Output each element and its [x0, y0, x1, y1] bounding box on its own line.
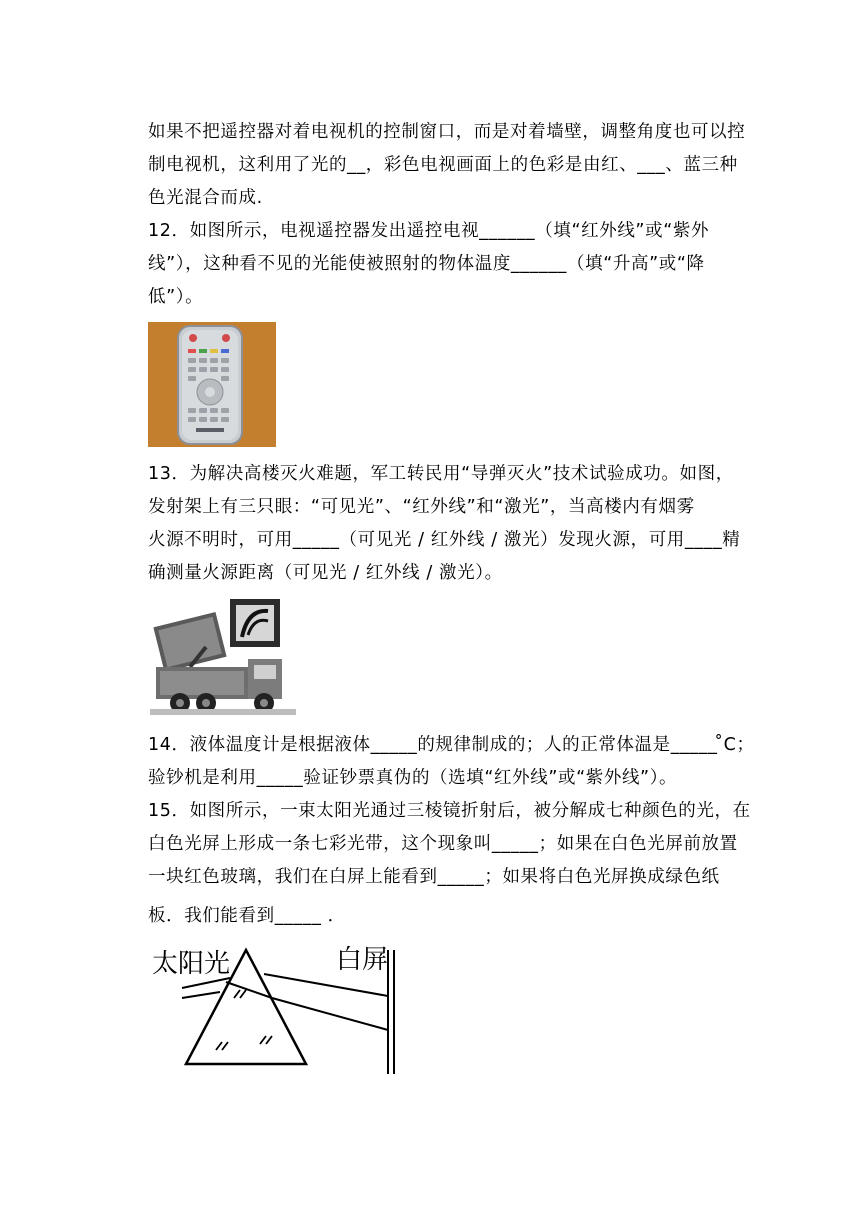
- question-13-line-3: 火源不明时，可用_____（可见光 / 红外线 / 激光）发现火源，可用____精: [148, 530, 741, 550]
- question-13-line-4: 确测量火源距离（可见光 / 红外线 / 激光）。: [148, 563, 503, 583]
- question-12-line-2: 线”），这种看不见的光能使被照射的物体温度______（填“升高”或“降: [148, 254, 705, 274]
- question-15-line-4: 板．我们能看到_____ ．: [148, 906, 346, 926]
- prism-diagram: [148, 942, 408, 1078]
- question-15-line-2: 白色光屏上形成一条七彩光带，这个现象叫_____；如果在白色光屏前放置: [148, 834, 738, 854]
- white-screen-label: 白屏: [336, 945, 389, 975]
- text-line-3: 色光混合而成.: [148, 188, 263, 208]
- question-12-line-1: 12．如图所示，电视遥控器发出遥控电视______（填“红外线”或“紫外: [148, 221, 710, 241]
- question-15-line-1: 15．如图所示，一束太阳光通过三棱镜折射后，被分解成七种颜色的光，在: [148, 801, 751, 821]
- text-line-1: 如果不把遥控器对着电视机的控制窗口，而是对着墙壁，调整角度也可以控: [148, 122, 746, 142]
- text-line-2: 制电视机，这利用了光的__，彩色电视画面上的色彩是由红、___、蓝三种: [148, 155, 738, 175]
- question-14-line-2: 验钞机是利用_____验证钞票真伪的（选填“红外线”或“紫外线”）。: [148, 768, 678, 788]
- remote-control-image: [148, 322, 276, 447]
- question-15-line-3: 一块红色玻璃，我们在白屏上能看到_____；如果将白色光屏换成绿色纸: [148, 867, 720, 887]
- question-13-line-2: 发射架上有三只眼：“可见光”、“红外线”和“激光”，当高楼内有烟雾: [148, 497, 695, 517]
- sun-light-label: 太阳光: [152, 949, 231, 979]
- fire-truck-image: [150, 597, 296, 717]
- question-14-line-1: 14．液体温度计是根据液体_____的规律制成的；人的正常体温是_____ ̊C；: [148, 735, 755, 755]
- question-12-line-3: 低”）。: [148, 287, 204, 307]
- question-13-line-1: 13．为解决高楼灭火难题，军工转民用“导弹灭火”技术试验成功。如图，: [148, 464, 734, 484]
